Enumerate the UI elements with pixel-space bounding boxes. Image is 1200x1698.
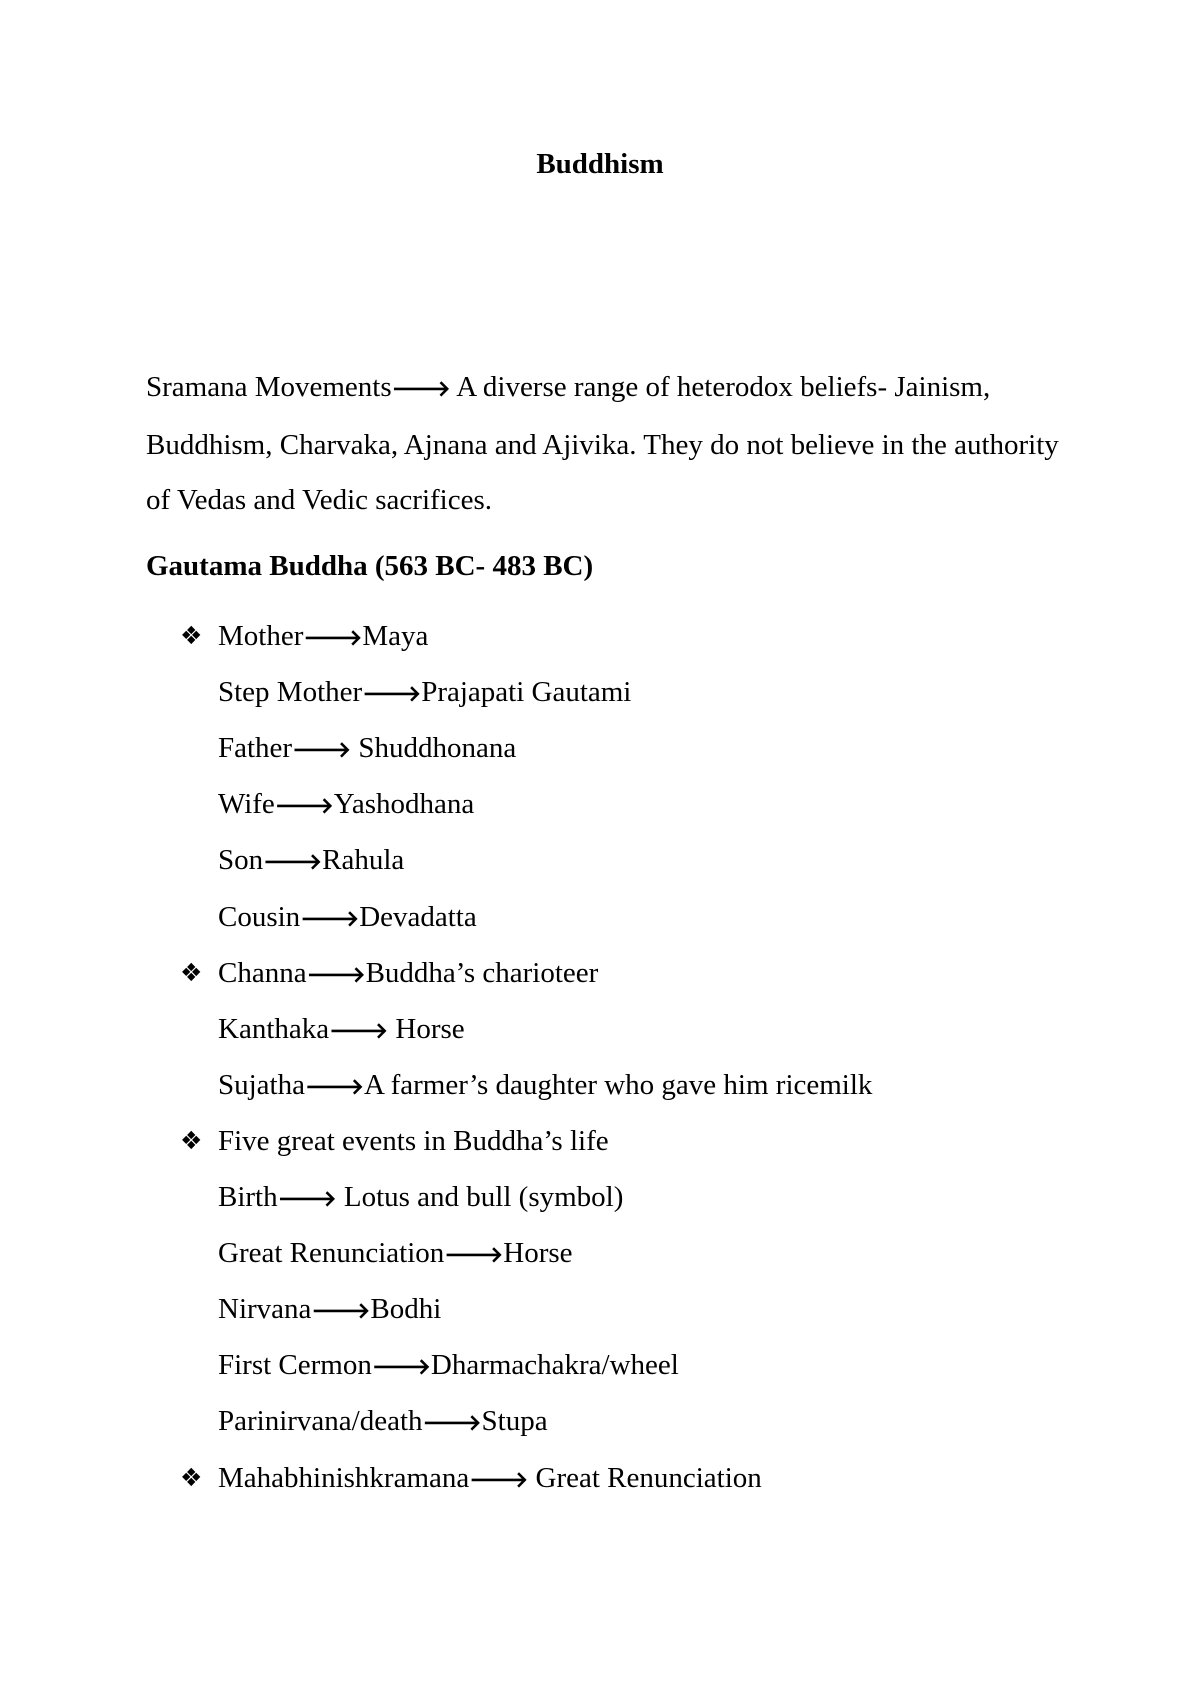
list-item-label: First Cermon bbox=[218, 1349, 372, 1381]
list-item-label: Mahabhinishkramana bbox=[218, 1462, 470, 1494]
arrow-icon: 🡒 bbox=[391, 377, 451, 402]
arrow-icon: 🡒 bbox=[263, 850, 323, 875]
page-title: Buddhism bbox=[536, 148, 664, 180]
list-item-label: Son bbox=[218, 844, 264, 876]
list-item-label: Great Renunciation bbox=[218, 1237, 445, 1269]
list-item bbox=[218, 1289, 441, 1332]
list-item-value: Buddha’s charioteer bbox=[365, 957, 599, 989]
list-item bbox=[218, 953, 598, 996]
list-item-label: Five great events in Buddha’s life bbox=[218, 1125, 609, 1157]
list-item bbox=[218, 1121, 609, 1161]
list-item bbox=[218, 1177, 623, 1220]
arrow-icon: 🡒 bbox=[329, 1019, 389, 1044]
arrow-icon: 🡒 bbox=[292, 738, 352, 763]
list-item-label: Birth bbox=[218, 1181, 278, 1213]
list-item bbox=[218, 784, 474, 827]
list-item-label: Channa bbox=[218, 957, 307, 989]
list-item-value: Great Renunciation bbox=[528, 1462, 762, 1494]
list-item bbox=[218, 840, 404, 883]
arrow-icon: 🡒 bbox=[303, 626, 363, 651]
arrow-icon: 🡒 bbox=[274, 794, 334, 819]
list-item-value: Maya bbox=[362, 620, 429, 652]
list-item-value: A farmer’s daughter who gave him ricemilk bbox=[364, 1069, 873, 1101]
arrow-icon: 🡒 bbox=[306, 963, 366, 988]
list-item-value: Lotus and bull (symbol) bbox=[336, 1181, 624, 1213]
bullet-icon: ❖ bbox=[180, 621, 203, 650]
list-item-value: Devadatta bbox=[359, 901, 477, 933]
arrow-icon: 🡒 bbox=[311, 1299, 371, 1324]
list-item bbox=[218, 897, 477, 940]
list-item bbox=[218, 672, 631, 715]
list-item-value: Horse bbox=[503, 1237, 573, 1269]
list-item-label: Sujatha bbox=[218, 1069, 305, 1101]
arrow-icon: 🡒 bbox=[469, 1468, 529, 1493]
list-item-label: Parinirvana/death bbox=[218, 1405, 423, 1437]
list-item-label: Wife bbox=[218, 788, 275, 820]
bullet-icon: ❖ bbox=[180, 1126, 203, 1155]
list-item-value: Stupa bbox=[481, 1405, 548, 1437]
list-item-label: Cousin bbox=[218, 901, 301, 933]
list-item bbox=[218, 616, 428, 659]
arrow-icon: 🡒 bbox=[277, 1187, 337, 1212]
list-item bbox=[218, 1345, 679, 1388]
list-item-value: Bodhi bbox=[370, 1293, 442, 1325]
list-item-value: Prajapati Gautami bbox=[421, 676, 632, 708]
arrow-icon: 🡒 bbox=[362, 682, 422, 707]
arrow-icon: 🡒 bbox=[422, 1411, 482, 1436]
list-item bbox=[218, 728, 516, 771]
list-item-label: Father bbox=[218, 732, 293, 764]
list-item-label: Mother bbox=[218, 620, 304, 652]
list-item-value: Horse bbox=[388, 1013, 465, 1045]
list-item bbox=[218, 1233, 573, 1276]
bullet-icon: ❖ bbox=[180, 958, 203, 987]
arrow-icon: 🡒 bbox=[305, 1075, 364, 1100]
intro-paragraph bbox=[146, 360, 1076, 529]
list-item-value: Rahula bbox=[322, 844, 405, 876]
list-item bbox=[218, 1065, 872, 1108]
list-item bbox=[218, 1458, 762, 1501]
list-item-label: Nirvana bbox=[218, 1293, 312, 1325]
list-item-label: Kanthaka bbox=[218, 1013, 330, 1045]
intro-lead: Sramana Movements bbox=[146, 371, 392, 403]
arrow-icon: 🡒 bbox=[371, 1355, 431, 1380]
list-item-label: Step Mother bbox=[218, 676, 363, 708]
list-item-value: Yashodhana bbox=[333, 788, 475, 820]
bullet-icon: ❖ bbox=[180, 1463, 203, 1492]
intro-text: A diverse range of heterodox beliefs- Jainism, Buddhism, Charvaka, Ajnana and Ajivika. They do not believe in the authority of Vedas and Vedic sacrifices. bbox=[146, 371, 1059, 516]
section-heading: Gautama Buddha (563 BC- 483 BC) bbox=[146, 550, 594, 582]
list-item bbox=[218, 1401, 548, 1444]
arrow-icon: 🡒 bbox=[300, 907, 360, 932]
list-item bbox=[218, 1009, 465, 1052]
arrow-icon: 🡒 bbox=[444, 1243, 504, 1268]
list-item-value: Shuddhonana bbox=[351, 732, 517, 764]
list-item-value: Dharmachakra/wheel bbox=[430, 1349, 679, 1381]
